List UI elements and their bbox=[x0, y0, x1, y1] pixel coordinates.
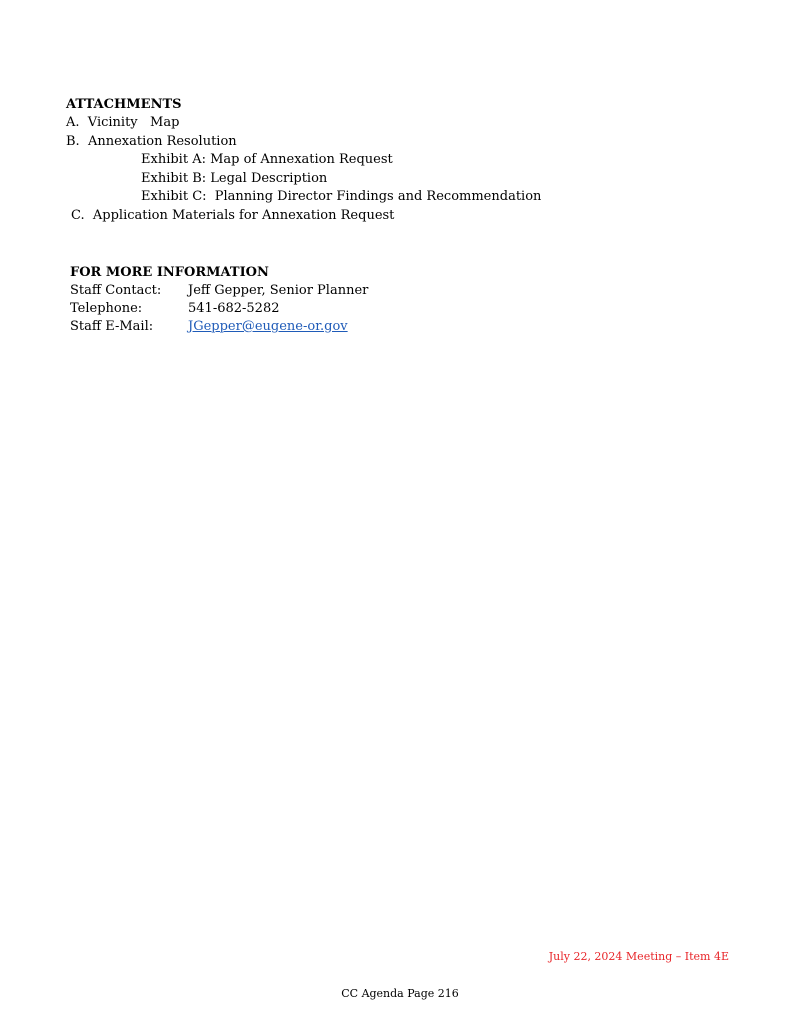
staff-email-label: Staff E-Mail: bbox=[70, 319, 154, 334]
exhibit-b: Exhibit B: Legal Description bbox=[141, 170, 328, 186]
staff-contact-label: Staff Contact: bbox=[70, 283, 162, 298]
attachment-item-c: C. Application Materials for Annexation Request bbox=[71, 207, 395, 223]
attachments-heading: ATTACHMENTS bbox=[66, 97, 182, 112]
more-information-heading: FOR MORE INFORMATION bbox=[70, 265, 269, 280]
attachment-item-a: A. Vicinity Map bbox=[66, 115, 180, 130]
telephone-row bbox=[70, 300, 368, 318]
attachments-section bbox=[66, 96, 541, 225]
more-information-section bbox=[70, 264, 368, 336]
exhibit-a: Exhibit A: Map of Annexation Request bbox=[141, 152, 393, 167]
meeting-footer: July 22, 2024 Meeting – Item 4E bbox=[548, 950, 729, 963]
staff-contact-value: Jeff Gepper, Senior Planner bbox=[188, 283, 369, 298]
staff-email-row bbox=[70, 318, 368, 336]
exhibit-c: Exhibit C: Planning Director Findings and Recommendation bbox=[141, 189, 542, 204]
page-number-footer: CC Agenda Page 216 bbox=[341, 987, 459, 1000]
telephone-label: Telephone: bbox=[70, 301, 143, 316]
staff-email-link[interactable]: JGepper@eugene-or.gov bbox=[188, 319, 348, 334]
telephone-value: 541-682-5282 bbox=[188, 301, 280, 316]
staff-contact-row bbox=[70, 282, 368, 300]
attachment-item-b: B. Annexation Resolution bbox=[66, 133, 237, 149]
